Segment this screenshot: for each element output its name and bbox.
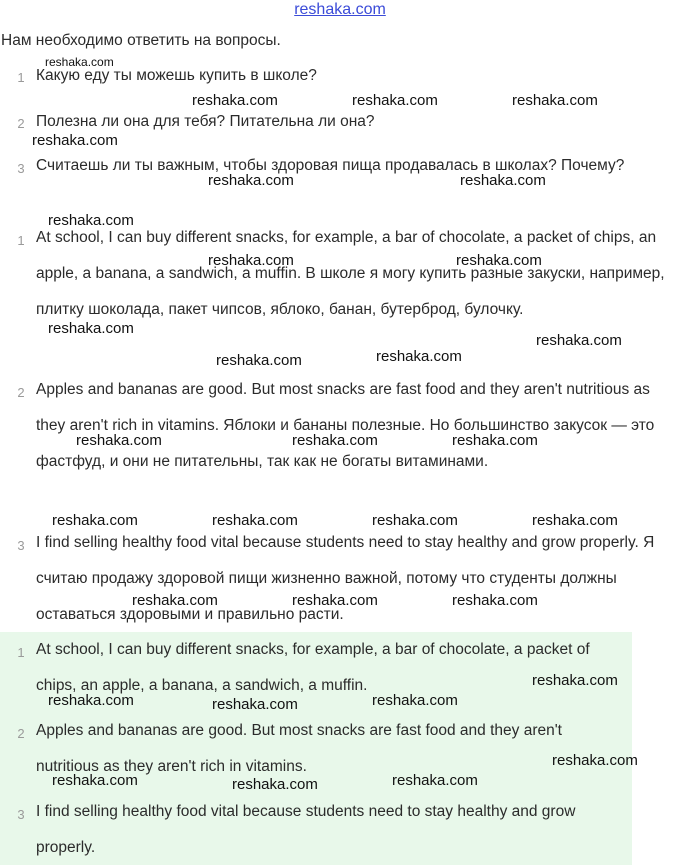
watermark: reshaka.com xyxy=(45,55,114,69)
watermark: reshaka.com xyxy=(532,672,618,689)
watermark: reshaka.com xyxy=(52,772,138,789)
answer-text: At school, I can buy different snacks, for example, a bar of chocolate, a packet of chips, an apple, a banana, a sandwich, a muffin. В школе я могу купить разные закуски, например, плитку шоколада, пакет чипсов, яблоко, банан, бутерброд, булочку. xyxy=(36,229,665,318)
watermark: reshaka.com xyxy=(536,332,622,349)
answer-text: I find selling healthy food vital because students need to stay healthy and grow properly. xyxy=(36,803,576,856)
watermark: reshaka.com xyxy=(512,92,598,109)
watermark: reshaka.com xyxy=(32,132,118,149)
question-number: 3 xyxy=(17,161,25,176)
watermark: reshaka.com xyxy=(212,512,298,529)
watermark: reshaka.com xyxy=(352,92,438,109)
watermark: reshaka.com xyxy=(392,772,478,789)
intro-text: Нам необходимо ответить на вопросы. xyxy=(1,32,281,49)
watermark: reshaka.com xyxy=(192,92,278,109)
watermark: reshaka.com xyxy=(552,752,638,769)
watermark: reshaka.com xyxy=(376,348,462,365)
watermark: reshaka.com xyxy=(292,432,378,449)
answer-text: Apples and bananas are good. But most snacks are fast food and they aren't nutritious as they aren't rich in vitamins. Яблоки и бананы полезные. Но большинство закусок — это фастфуд, и они не питательны, так как не богаты витаминами. xyxy=(36,381,655,470)
watermark: reshaka.com xyxy=(452,432,538,449)
watermark: reshaka.com xyxy=(76,432,162,449)
watermark: reshaka.com xyxy=(48,212,134,229)
watermark: reshaka.com xyxy=(216,352,302,369)
watermark: reshaka.com xyxy=(456,252,542,269)
watermark: reshaka.com xyxy=(532,512,618,529)
question-number: 2 xyxy=(17,116,25,131)
watermark: reshaka.com xyxy=(208,172,294,189)
watermark: reshaka.com xyxy=(212,696,298,713)
answer-number: 3 xyxy=(17,538,25,553)
question-number: 1 xyxy=(17,70,25,85)
answer-number: 2 xyxy=(17,726,25,741)
answer-number: 1 xyxy=(17,233,25,248)
answer-number: 3 xyxy=(17,807,25,822)
question-text: Полезна ли она для тебя? Питательна ли она? xyxy=(36,113,375,130)
watermark: reshaka.com xyxy=(232,776,318,793)
watermark: reshaka.com xyxy=(52,512,138,529)
site-link[interactable]: reshaka.com xyxy=(294,1,386,18)
watermark: reshaka.com xyxy=(452,592,538,609)
question-text: Считаешь ли ты важным, чтобы здоровая пища продавалась в школах? Почему? xyxy=(36,157,625,174)
answer-text: Apples and bananas are good. But most snacks are fast food and they aren't nutritious as they aren't rich in vitamins. xyxy=(36,722,562,775)
watermark: reshaka.com xyxy=(372,512,458,529)
answer-number: 2 xyxy=(17,385,25,400)
question-text: Какую еду ты можешь купить в школе? xyxy=(36,67,317,84)
answer-number: 1 xyxy=(17,645,25,660)
watermark: reshaka.com xyxy=(132,592,218,609)
watermark: reshaka.com xyxy=(48,692,134,709)
watermark: reshaka.com xyxy=(208,252,294,269)
watermark: reshaka.com xyxy=(48,320,134,337)
answer-text: I find selling healthy food vital because students need to stay healthy and grow properly. Я считаю продажу здоровой пищи жизненно важной, потому что студенты должны оставаться здоровыми и правильно расти. xyxy=(36,534,655,623)
watermark: reshaka.com xyxy=(372,692,458,709)
watermark: reshaka.com xyxy=(460,172,546,189)
watermark: reshaka.com xyxy=(292,592,378,609)
answer-text: At school, I can buy different snacks, for example, a bar of chocolate, a packet of chips, an apple, a banana, a sandwich, a muffin. xyxy=(36,641,590,694)
